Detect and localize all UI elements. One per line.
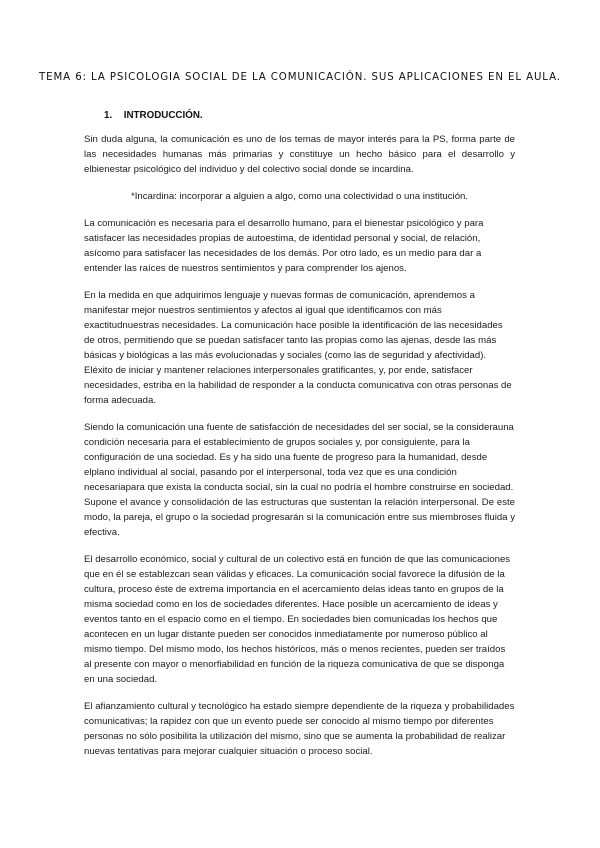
document-body [84, 132, 515, 771]
paragraph-satisfaccion: Siendo la comunicación una fuente de satisfacción de necesidades del ser social, se la considerauna condición necesaria para el establecimiento de grupos sociales y, por consiguiente, para la configuración de una sociedad. Es y ha sido una fuente de progreso para la humanidad, desde elplano individual al social, pasando por el interpersonal, toda vez que es una condición necesariapara que exista la conducta social, sin la cual no podría el hombre construirse en sociedad. [84, 422, 514, 493]
paragraph-avance: Supone el avance y consolidación de las estructuras que sustentan la relación interpersonal. De este modo, la pareja, el grupo o la sociedad progresarán si la comunicación entre sus miembroses fluida y efectiva. [84, 497, 515, 538]
paragraph-afianzamiento: El afianzamiento cultural y tecnológico ha estado siempre dependiente de la riqueza y probabilidades comunicativas; la rapidez con que un evento puede ser conocido al mismo tiempo por diferentes personas no sólo posibilita la utilización del mismo, sino que se aumenta la probabilidad de realizar nuevas tentativas para mejorar cualquier situación o proceso social. [84, 701, 515, 757]
paragraph-necesidad: La comunicación es necesaria para el desarrollo humano, para el bienestar psicológico y para satisfacer las necesidades propias de autoestima, de identidad personal y social, de relación, asícomo para satisfacer las necesidades de los demás. Por otro lado, es un medio para dar a entender las raíces de nuestros sentimientos y para comprender los ajenos. [84, 218, 484, 274]
section-heading [104, 110, 203, 121]
section-number: 1. [104, 110, 113, 121]
footnote-incardina: *Incardina: incorporar a alguien a algo, como una colectividad o una institución. [130, 191, 469, 202]
paragraph-intro: Sin duda alguna, la comunicación es uno de los temas de mayor interés para la PS, forma parte de las necesidades humanas más primarias y constituye un hecho básico para el desarrollo y elbienestar psicológico del individuo y del colectivo social donde se incardina. [84, 134, 515, 175]
paragraph-desarrollo: El desarrollo económico, social y cultural de un colectivo está en función de que las comunicaciones que en él se establezcan sean válidas y eficaces. La comunicación social favorece la difusión de la cultura, proceso éste de extrema importancia en el acercamiento delas ideas tanto en grupos de la misma sociedad como en los de sociedades diferentes. Hace posible un acercamiento de ideas y eventos tanto en el espacio como en el tiempo. En sociedades bien comunicadas los hechos que acontecen en un lugar distante pueden ser conocidos inmediatamente por numeroso público al mismo tiempo. Del mismo modo, los hechos históricos, más o menos recientes, pueden ser traídos al presente con mayor o menorfiabilidad en función de la riqueza comunicativa de que se disponga en una sociedad. [84, 554, 511, 685]
paragraph-lenguaje: En la medida en que adquirimos lenguaje y nuevas formas de comunicación, aprendemos a manifestar mejor nuestros sentimientos y afectos al igual que identificamos con más exactitudnuestras necesidades. La comunicación hace posible la identificación de las necesidades de otros, permitiendo que se puedan satisfacer tanto las propias como las ajenas, desde las más básicas y biológicas a las más evolucionadas y sociales (como las de seguridad y afectividad). Eléxito de iniciar y mantener relaciones interpersonales gratificantes, y, por ende, satisfacer necesidades, estriba en la habilidad de responder a la conducta comunicativa con otras personas de forma adecuada. [84, 290, 512, 406]
document-title: TEMA 6: LA PSICOLOGIA SOCIAL DE LA COMUNICACIÓN. SUS APLICACIONES EN EL AULA. [39, 72, 561, 83]
section-heading-text: INTRODUCCIÓN. [123, 110, 203, 121]
